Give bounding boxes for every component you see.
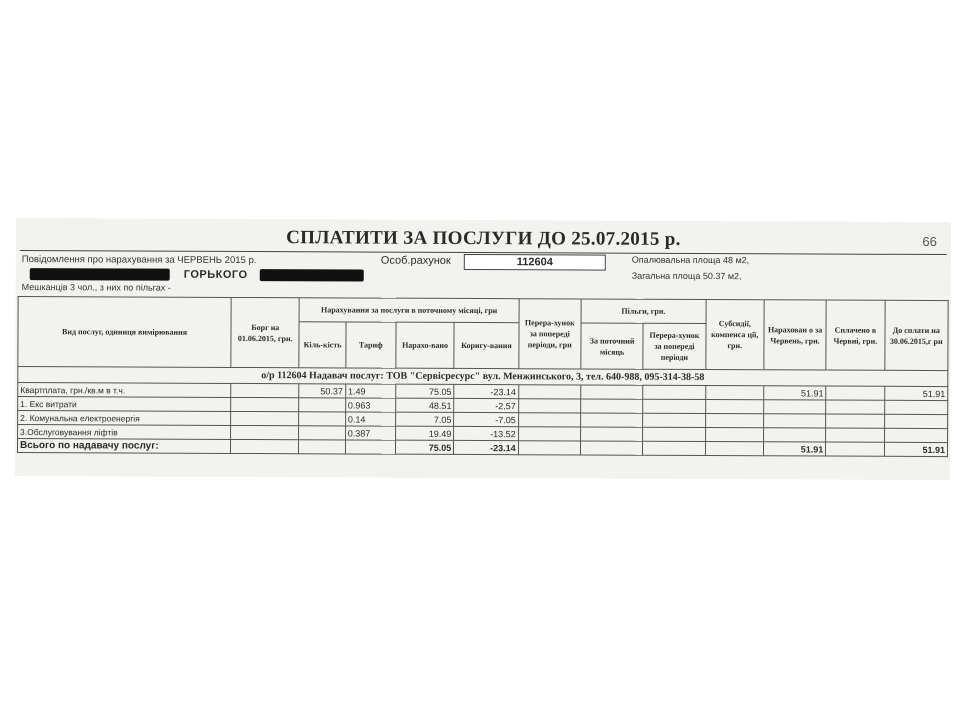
row-benefit-recalc (643, 385, 705, 399)
row-debt (231, 383, 299, 397)
row-to-pay (884, 400, 947, 414)
row-recalc (518, 427, 580, 441)
col-benefit-recalc: Перера-хунок за попереді періоди (643, 323, 706, 369)
residents-info: Мешканців 3 чол., з них по пільгах - (21, 282, 171, 293)
total-area: Загальна площа 50.37 м2, (631, 270, 742, 282)
col-tariff: Тариф (346, 322, 396, 368)
row-accrued: 19.49 (396, 426, 454, 440)
account-number: 112604 (464, 254, 606, 271)
total-label: Всього по надавачу послуг: (17, 439, 230, 454)
row-recalc (518, 399, 580, 413)
row-debt (231, 425, 299, 439)
row-recalc (518, 413, 580, 427)
charges-table (17, 296, 949, 457)
row-service: 3.Обслуговування ліфтів (18, 425, 231, 440)
row-qty (299, 398, 345, 412)
col-benefit-current: За поточний місяць (581, 323, 644, 369)
row-subsidy (705, 400, 763, 414)
col-accrual-group: Нарахування за послуги в поточному місяці, грн (300, 298, 519, 323)
row-charged: 51.91 (764, 386, 826, 400)
row-benefit-current (581, 385, 643, 399)
row-charged (764, 414, 826, 428)
row-benefit-current (581, 413, 643, 427)
row-service: 1. Екс витрати (18, 397, 231, 412)
row-benefit-recalc (643, 399, 705, 413)
col-to-pay: До сплати на 30.06.2015,г рн (884, 300, 948, 370)
row-tariff: 0.14 (345, 412, 395, 426)
row-accrued: 48.51 (396, 398, 454, 412)
empty-cell (518, 441, 580, 455)
total-accrued: 75.05 (395, 440, 453, 454)
provider-line: о/р 112604 Надавач послуг: ТОВ "Сервісресурс" вул. Менжинського, 3, тел. 640-988, 095-314-38-58 (18, 367, 948, 387)
row-accrued: 75.05 (396, 384, 454, 398)
col-correction: Коригу-вання (454, 322, 519, 368)
total-to-pay: 51.91 (884, 442, 947, 456)
col-benefits-group: Пільги, грн. (581, 299, 706, 324)
row-tariff: 0.963 (345, 398, 395, 412)
empty-cell (580, 441, 642, 455)
col-qty: Кіль-кість (299, 322, 345, 368)
empty-cell (345, 440, 395, 454)
account-label: Особ.рахунок (380, 254, 451, 267)
row-to-pay: 51.91 (884, 386, 947, 400)
row-charged (763, 428, 825, 442)
page-number: 66 (922, 233, 937, 250)
col-subsidy: Субсидії, компенса ції, грн. (705, 300, 764, 370)
notice-text: Повідомлення про нарахування за ЧЕРВЕНЬ 2015 р. (21, 254, 257, 267)
empty-cell (705, 442, 763, 456)
street-name: ГОРЬКОГО (183, 268, 248, 282)
row-paid (826, 428, 884, 442)
row-benefit-current (581, 399, 643, 413)
row-subsidy (705, 414, 763, 428)
row-subsidy (705, 428, 763, 442)
total-charged: 51.91 (763, 442, 825, 456)
row-benefit-current (581, 427, 643, 441)
row-subsidy (705, 386, 763, 400)
row-correction: -2.57 (454, 398, 518, 412)
empty-cell (643, 441, 705, 455)
row-tariff: 1.49 (345, 384, 395, 398)
row-paid (826, 400, 884, 414)
empty-cell (231, 439, 299, 453)
row-charged (764, 400, 826, 414)
empty-cell (826, 442, 884, 456)
col-accrued: Нарахо-вано (396, 322, 454, 368)
row-accrued: 7.05 (396, 412, 454, 426)
col-charged: Нарахован о за Червень, грн. (764, 300, 827, 370)
row-recalc (518, 385, 580, 399)
row-correction: -7.05 (454, 412, 518, 426)
row-qty (299, 426, 345, 440)
col-paid: Сплачено в Червні, грн. (826, 300, 885, 370)
empty-cell (299, 440, 345, 454)
row-benefit-recalc (643, 427, 705, 441)
heated-area: Опалювальна площа 48 м2, (631, 254, 750, 266)
row-paid (826, 386, 884, 400)
redacted-address (30, 268, 170, 281)
row-service: 2. Комунальна електроенергія (18, 411, 231, 426)
row-to-pay (884, 428, 947, 442)
col-debt: Борг на 01.06.2015, грн. (231, 297, 300, 367)
row-correction: -13.52 (454, 426, 518, 440)
row-qty (299, 412, 345, 426)
row-paid (826, 414, 884, 428)
row-service: Квартплата, грн./кв.м в т.ч. (18, 383, 231, 398)
row-correction: -23.14 (454, 384, 518, 398)
bill-sheet (15, 218, 951, 480)
redacted-house (260, 269, 364, 281)
total-row (17, 439, 947, 457)
row-to-pay (884, 414, 947, 428)
row-debt (231, 411, 299, 425)
row-benefit-recalc (643, 413, 705, 427)
row-tariff: 0.387 (345, 426, 395, 440)
row-debt (231, 397, 299, 411)
col-service: Вид послуг, одиниця вимірювання (18, 297, 231, 368)
col-recalc: Перера-хунок за попереді періоди, грн (518, 299, 581, 369)
bill-title: СПЛАТИТИ ЗА ПОСЛУГИ ДО 25.07.2015 р. (286, 227, 681, 250)
row-qty: 50.37 (299, 384, 345, 398)
total-correction: -23.14 (454, 440, 518, 454)
